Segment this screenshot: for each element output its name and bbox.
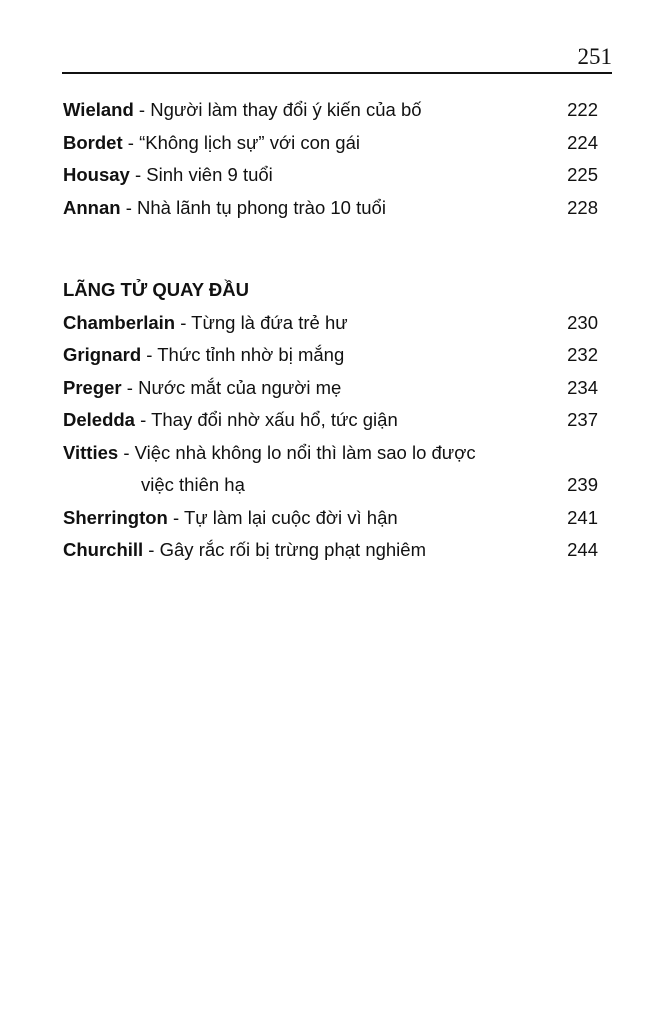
toc-entry: Deledda - Thay đổi nhờ xấu hổ, tức giận 237 — [63, 404, 598, 437]
table-of-contents — [63, 94, 598, 567]
entry-title: Thức tỉnh nhờ bị mắng — [157, 344, 345, 365]
entry-title: Việc nhà không lo nổi thì làm sao lo được — [134, 441, 476, 463]
entry-name: Chamberlain — [63, 311, 176, 333]
toc-entry: Housay - Sinh viên 9 tuổi 225 — [63, 159, 598, 192]
entry-page: 239 — [567, 474, 598, 495]
entry-page: 228 — [567, 196, 598, 218]
entry-title: Gây rắc rối bị trừng phạt nghiêm — [159, 539, 426, 560]
entry-title: Thay đổi nhờ xấu hổ, tức giận — [151, 409, 398, 430]
entry-page: 241 — [567, 506, 598, 528]
toc-entry: Preger - Nước mắt của người mẹ 234 — [63, 372, 598, 405]
section-gap — [63, 224, 598, 274]
entry-name: Churchill — [63, 539, 144, 560]
entry-name: Deledda — [63, 409, 135, 430]
section-title: LÃNG TỬ QUAY ĐẦU — [63, 279, 249, 300]
toc-entry: Annan - Nhà lãnh tụ phong trào 10 tuổi 228 — [63, 192, 598, 225]
toc-entry: Wieland - Người làm thay đổi ý kiến của bố 222 — [63, 94, 598, 127]
toc-entry: Churchill - Gây rắc rối bị trừng phạt nghiêm 244 — [63, 534, 598, 567]
entry-title: “Không lịch sự” với con gái — [139, 131, 360, 153]
entry-title: Người làm thay đổi ý kiến của bố — [150, 99, 422, 120]
entry-name: Annan — [63, 196, 121, 218]
entry-page: 230 — [567, 311, 598, 333]
toc-entry-continuation — [63, 469, 598, 502]
entry-page: 232 — [567, 344, 598, 365]
entry-name: Sherrington — [63, 506, 168, 528]
entry-name: Housay — [63, 164, 130, 185]
entry-name: Preger — [63, 376, 122, 398]
entry-name: Vitties — [63, 441, 119, 463]
entry-name: Bordet — [63, 131, 123, 153]
entry-page: 225 — [567, 164, 598, 185]
entry-title: Nhà lãnh tụ phong trào 10 tuổi — [137, 196, 386, 218]
toc-entry: Vitties - Việc nhà không lo nổi thì làm sao lo được — [63, 441, 476, 463]
entry-title: Từng là đứa trẻ hư — [191, 311, 348, 333]
entry-page: 244 — [567, 539, 598, 560]
entry-title-continuation: việc thiên hạ — [141, 474, 245, 495]
toc-entry: Chamberlain - Từng là đứa trẻ hư 230 — [63, 307, 598, 340]
entry-page: 237 — [567, 409, 598, 430]
entry-title: Tự làm lại cuộc đời vì hận — [183, 506, 398, 528]
entry-title: Sinh viên 9 tuổi — [146, 164, 273, 185]
page-number: 251 — [577, 44, 612, 69]
entry-name: Wieland — [63, 99, 134, 120]
header-rule — [62, 72, 612, 74]
entry-page: 234 — [567, 376, 598, 398]
toc-entry: Bordet - “Không lịch sự” với con gái 224 — [63, 127, 598, 160]
toc-entry: Grignard - Thức tỉnh nhờ bị mắng 232 — [63, 339, 598, 372]
toc-entry: Sherrington - Tự làm lại cuộc đời vì hận 241 — [63, 502, 598, 535]
entry-name: Grignard — [63, 344, 142, 365]
entry-page: 222 — [567, 99, 598, 120]
entry-title: Nước mắt của người mẹ — [138, 376, 342, 398]
entry-page: 224 — [567, 131, 598, 153]
